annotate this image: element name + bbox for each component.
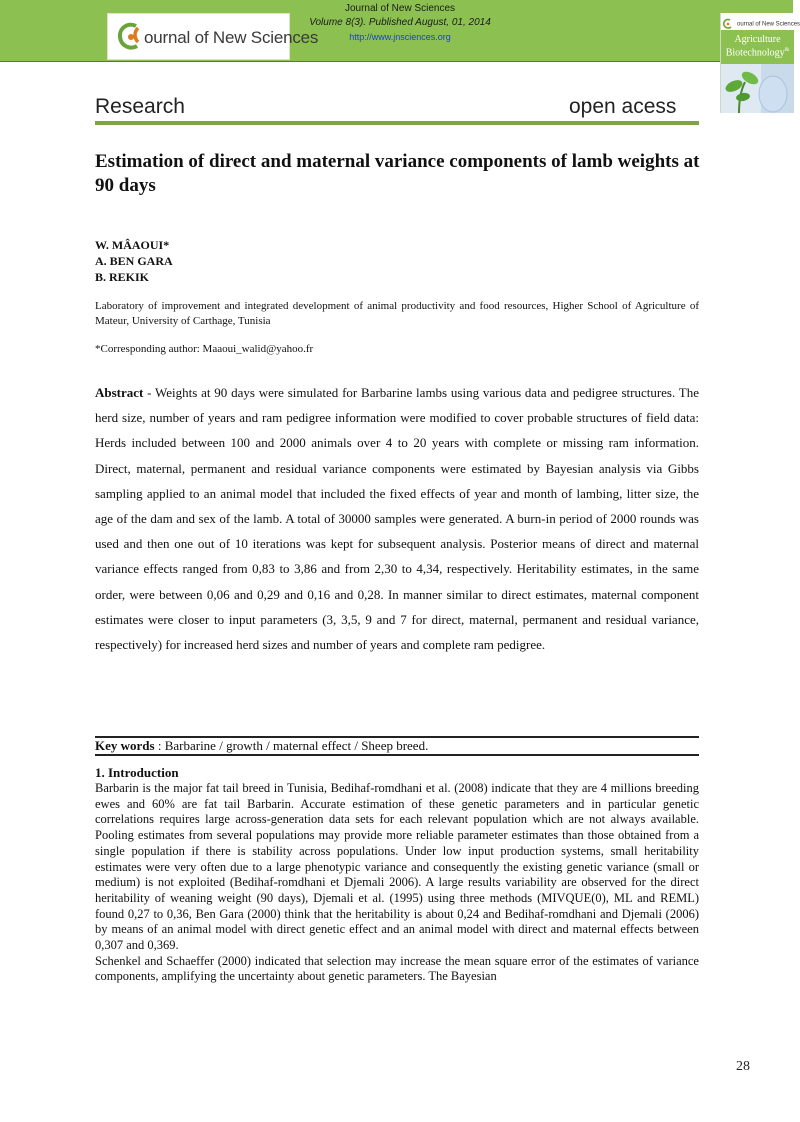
abstract [95,380,699,657]
affiliation: Laboratory of improvement and integrated development of animal productivity and food resources, Higher School of Agriculture of Mateur, University of Carthage, Tunisia [95,300,699,327]
abstract-label: Abstract [95,385,144,400]
abstract-text: - Weights at 90 days were simulated for Barbarine lambs using various data and pedigree structures. The herd size, number of years and ram pedigree information were modified to cover probable structures of field data: Herds included between 100 and 2000 animals over 4 to 20 years with complete or missing ram information. Direct, maternal, permanent and residual variance components were estimated by Bayesian analysis via Gibbs sampling applied to an animal model that included the fixed effects of year and month of lambing, litter size, the age of the dam and sex of the lamb. A total of 30000 samples were generated. A burn-in period of 2000 rounds was used and then one out of 10 iterations was kept for subsequent analysis. Posterior means of direct and maternal variance effects ranged from 0,83 to 3,86 and from 2,30 to 4,34, respectively. Heritability estimates, in the same order, were between 0,06 and 0,29 and 0,16 and 0,28. In manner similar to direct estimates, maternal component estimates were closer to input parameters (3, 3,5, 9 and 7 for direct, maternal, permanent and residual variance, respectively) for increased herd sizes and number of years and complete ram pedigree. [95,385,699,653]
cover-title-line1: Agriculture [734,34,781,45]
journal-cover-thumbnail [720,13,800,113]
author-list [95,237,173,285]
page-number: 28 [736,1059,750,1074]
author: W. MÂAOUI* [95,238,170,252]
journal-logo-icon [114,20,148,54]
cover-logo-icon [723,18,733,30]
journal-info [290,2,510,44]
cover-title-line2-text: Biotechnology [725,47,785,59]
cover-title-band [721,30,794,64]
corresponding-author: *Corresponding author: Maaoui_walid@yahoo.fr [95,343,314,355]
journal-header [0,0,800,62]
introduction-heading: 1. Introduction [95,765,179,780]
journal-logo [107,13,319,60]
journal-volume: Volume 8(3). Published August, 01, 2014 [309,17,491,28]
section-divider [95,121,699,125]
journal-url-link[interactable]: http://www.jnsciences.org [349,32,451,42]
journal-logo-text: ournal of New Sciences [144,28,319,47]
introduction-body [95,781,699,985]
keywords-label: Key words [95,738,155,753]
author: B. REKIK [95,270,150,284]
access-label: open acess [569,95,677,118]
cover-title-line2 [721,45,794,58]
paper-title: Estimation of direct and maternal variance components of lamb weights at 90 days [95,151,700,196]
journal-name: Journal of New Sciences [344,3,456,14]
cover-ampersand: & [784,47,790,53]
paragraph: Barbarin is the major fat tail breed in Tunisia, Bedihaf-romdhani et al. (2008) indicate that they are 4 millions breeding ewes and 60% are fat tail Barbarin. Accurate estimation of these genetic parameters and in particular genetic correlations requires large across-generation data sets for each relevant population which are not always available. Pooling estimates from several populations may provide more reliable parameter estimates than those obtained from a single population if there is stability across populations. Under low input production systems, small heritability estimates were very often due to a large phenotypic variance and consequently the existing genetic variance (small or medium) is not exploited (Bedihaf-romdhani et Djemali 2006). A large results variability are observed for the direct heritability of weaning weight (90 days), Djemali et al. (1995) using three methods (MIVQUE(0), ML and REML) found 0,27 to 0,36, Ben Gara (2000) think that the heritability is about 0,24 and Bedihaf-romdhani and Djemali (2006) by means of an animal model with direct genetic effect and an animal model with direct and maternal effects between 0,307 and 0,369. [95,781,699,953]
section-label: Research [95,95,185,118]
keywords [95,738,428,754]
cover-logo-text: ournal of New Sciences [737,21,800,28]
cover-plant-image [721,64,794,113]
author: A. BEN GARA [95,254,173,268]
paragraph: Schenkel and Schaeffer (2000) indicated that selection may increase the mean square error of the estimates of variance components, amplifying the uncertainty about genetic parameters. The Bayesian [95,953,699,984]
cover-logo [723,15,800,29]
keywords-text: : Barbarine / growth / maternal effect / Sheep breed. [154,738,429,753]
keywords-rule-bottom [95,754,699,756]
